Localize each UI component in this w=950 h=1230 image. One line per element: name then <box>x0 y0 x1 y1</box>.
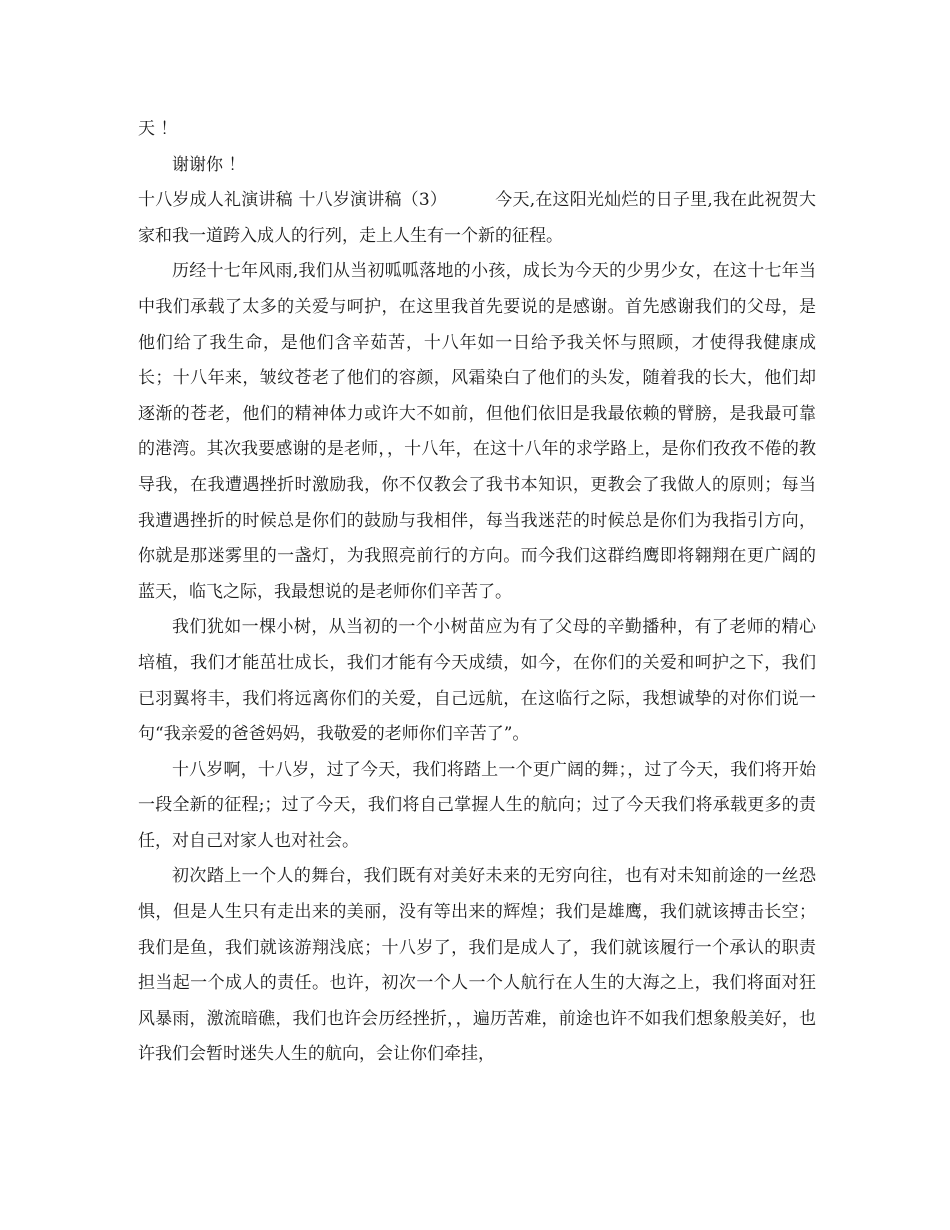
paragraph-growth <box>138 610 816 752</box>
paragraph-text: 天 ！ <box>138 119 178 139</box>
paragraph-stage <box>138 859 816 1073</box>
speech-title: 十八岁成人礼演讲稿 十八岁演讲稿（3） <box>138 190 448 211</box>
paragraph-title-and-opening <box>138 183 816 254</box>
paragraph-text: 历经十七年风雨,我们从当初呱呱落地的小孩，成长为今天的少男少女，在这十七年当中我们承载了太多的关爱与呵护，在这里我首先要说的是感谢。首先感谢我们的父母，是他们给了我生命，是他们含辛茹苦，十八年如一日给予我关怀与照顾，才使得我健康成长；十八年来，皱纹苍老了他们的容颜，风霜染白了他们的头发，随着我的长大，他们却逐渐的苍老，他们的精神体力或许大不如前，但他们依旧是我最依赖的臂膀，是我最可靠的港湾。其次我要感谢的是老师，，十八年，在这十八年的求学路上，是你们孜孜不倦的教导我，在我遭遇挫折时激励我，你不仅教会了我书本知识，更教会了我做人的原则；每当我遭遇挫折的时候总是你们的鼓励与我相伴，每当我迷茫的时候总是你们为我指引方向，你就是那迷雾里的一盏灯，为我照亮前行的方向。而今我们这群绉鹰即将翱翔在更广阔的蓝天，临飞之际，我最想说的是老师你们辛苦了。 <box>138 261 816 602</box>
paragraph-text: 谢谢你 ！ <box>172 154 246 175</box>
document-body <box>138 112 816 1073</box>
paragraph-text: 十八岁啊，十八岁，过了今天，我们将踏上一个更广阔的舞；，过了今天，我们将开始一段全新的征程;；过了今天，我们将自己掌握人生的航向；过了今天我们将承载更多的责任，对自己对家人也对社会。 <box>138 759 816 851</box>
paragraph-eighteen <box>138 753 816 860</box>
paragraph-text: 我们犹如一棵小树，从当初的一个小树苗应为有了父母的辛勤播种，有了老师的精心培植，我们才能茁壮成长，我们才能有今天成绩，如今，在你们的关爱和呵护之下，我们已羽翼将丰，我们将远离你们的关爱，自己远航，在这临行之际，我想诚挚的对你们说一句“我亲爱的爸爸妈妈，我敬爱的老师你们辛苦了”。 <box>138 617 816 745</box>
paragraph-gratitude <box>138 254 816 610</box>
paragraph-text: 初次踏上一个人的舞台，我们既有对美好未来的无穷向往，也有对未知前途的一丝恐惧，但是人生只有走出来的美丽，没有等出来的辉煌；我们是雄鹰，我们就该搏击长空；我们是鱼，我们就该游翔浅底；十八岁了，我们是成人了，我们就该履行一个承认的职责担当起一个成人的责任。也许，初次一个人一个人航行在人生的大海之上，我们将面对狂风暴雨，激流暗礁，我们也许会历经挫折，，遍历苦难，前途也许不如我们想象般美好，也许我们会暂时迷失人生的航向，会让你们牵挂， <box>138 866 816 1065</box>
paragraph-thanks <box>138 148 816 184</box>
paragraph-closing-fragment <box>138 112 816 148</box>
opening-text: 今天,在这阳光灿烂的日子里,我在此祝贺大家和我一道跨入成人的行列，走上人生有一个新的征程。 <box>138 190 816 246</box>
